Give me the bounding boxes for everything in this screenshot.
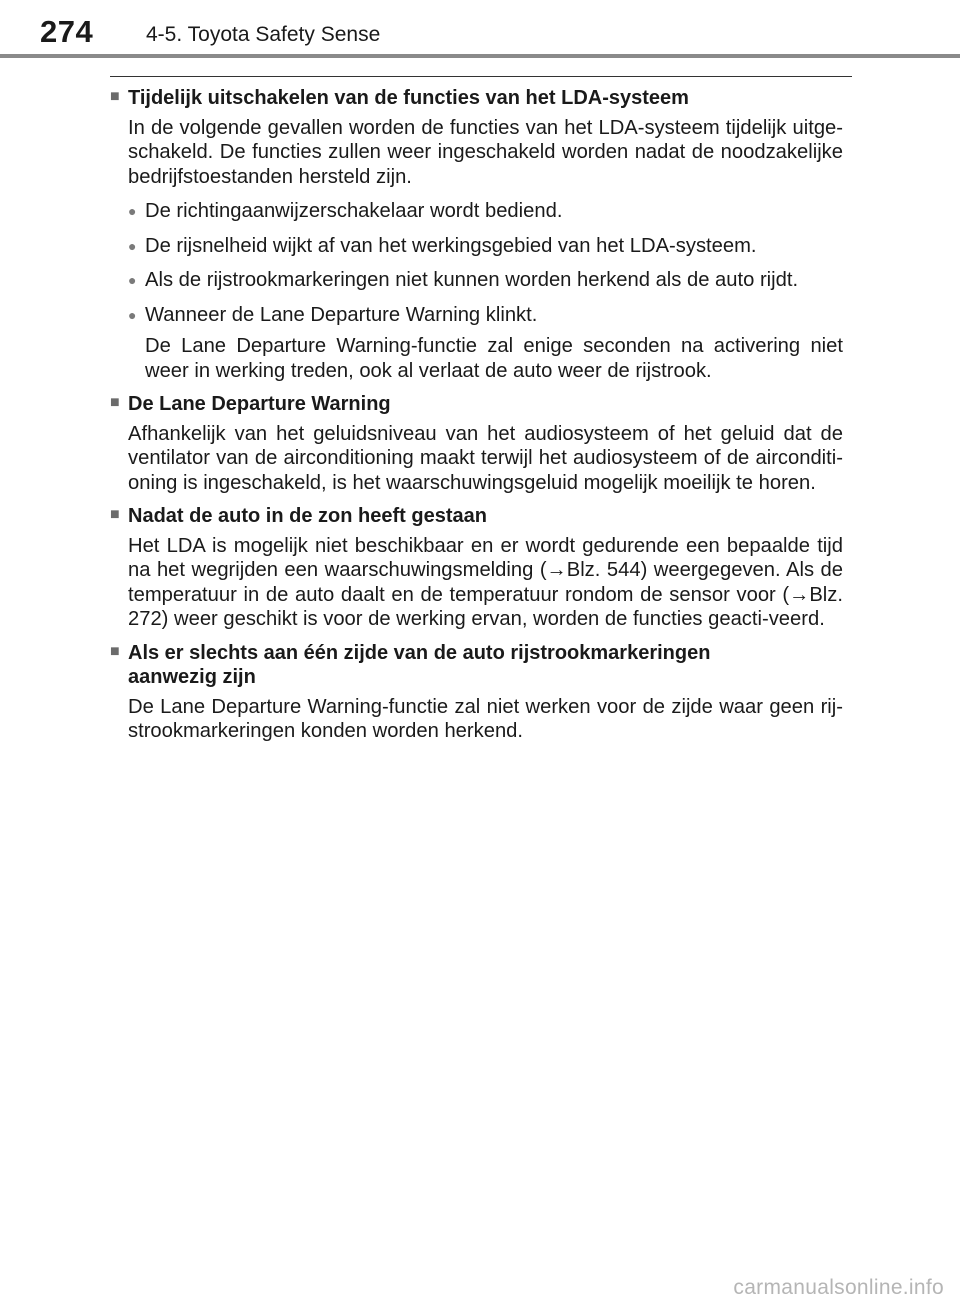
round-bullet-icon: ● [128,306,137,323]
section-one-side-markings [110,641,843,744]
round-bullet-icon: ● [128,272,137,288]
section-heading [110,392,843,417]
list-item-text: De richtingaanwijzerschakelaar wordt bediend. [145,200,563,222]
content-divider [110,76,852,77]
round-bullet-icon: ● [128,203,137,219]
square-bullet-icon: ■ [110,642,120,660]
section-heading-text: Tijdelijk uitschakelen van de functies van het LDA-systeem [128,87,689,109]
section-lda-temporary-disable [110,86,843,383]
section-heading-line: aanwezig zijn [128,666,256,688]
spacer [110,632,843,641]
list-item [128,234,843,259]
section-paragraph: De Lane Departure Warning-functie zal niet werken voor de zijde waar geen rij-strookmarkeringen konden worden herkend. [128,695,843,742]
page-header [0,0,960,62]
header-rule [0,54,960,58]
section-heading-text: De Lane Departure Warning [128,393,391,415]
section-heading [110,504,843,529]
page-number: 274 [40,14,94,49]
list-item-text: Als de rijstrookmarkeringen niet kunnen worden herkend als de auto rijdt. [145,269,799,291]
spacer [110,383,843,392]
spacer [110,495,843,504]
section-lane-departure-warning [110,392,843,495]
list-item-text: Wanneer de Lane Departure Warning klinkt. [145,303,538,326]
square-bullet-icon: ■ [110,394,120,411]
section-paragraph: In de volgende gevallen worden de functies van het LDA-systeem tijdelijk uitge-schakeld. De functies zullen weer ingeschakeld worden nadat de noodzakelijke bedrijfstoestanden hersteld zijn. [128,116,843,188]
section-heading-text [128,641,710,690]
section-title: 4-5. Toyota Safety Sense [146,23,381,46]
section-heading-line: Als er slechts aan één zijde van de auto rijstrookmarkeringen [128,641,711,664]
section-after-sun-exposure [110,504,843,632]
list-item [128,303,843,328]
section-paragraph: Het LDA is mogelijk niet beschikbaar en er wordt gedurende een bepaalde tijd na het wegrijden een waarschuwingsmelding (→Blz. 544) weergegeven. Als de temperatuur in de auto daalt en de temperatuur rondom de sensor voor (→Blz. 272) weer geschikt is voor de werking ervan, worden de functies geacti-veerd. [128,534,843,630]
section-heading-text: Nadat de auto in de zon heeft gestaan [128,505,487,527]
list-item [128,199,843,224]
square-bullet-icon: ■ [110,506,120,523]
list-item [128,268,843,293]
section-paragraph: Afhankelijk van het geluidsniveau van het audiosysteem of het geluid dat de ventilator van de airconditioning maakt terwijl het audiosysteem of de airconditi-oning is ingeschakeld, is het waarschuwingsgeluid mogelijk moeilijk te horen. [128,422,843,494]
section-heading [110,86,843,111]
square-bullet-icon: ■ [110,88,120,105]
list-item-text: De rijsnelheid wijkt af van het werkingsgebied van het LDA-systeem. [145,234,757,257]
bullet-note: De Lane Departure Warning-functie zal enige seconden na activering niet weer in werking treden, ook al verlaat de auto weer de rijstrook. [145,335,843,382]
site-watermark: carmanualsonline.info [733,1276,944,1299]
round-bullet-icon: ● [128,237,137,254]
page-content [110,86,843,744]
section-heading [110,641,843,690]
